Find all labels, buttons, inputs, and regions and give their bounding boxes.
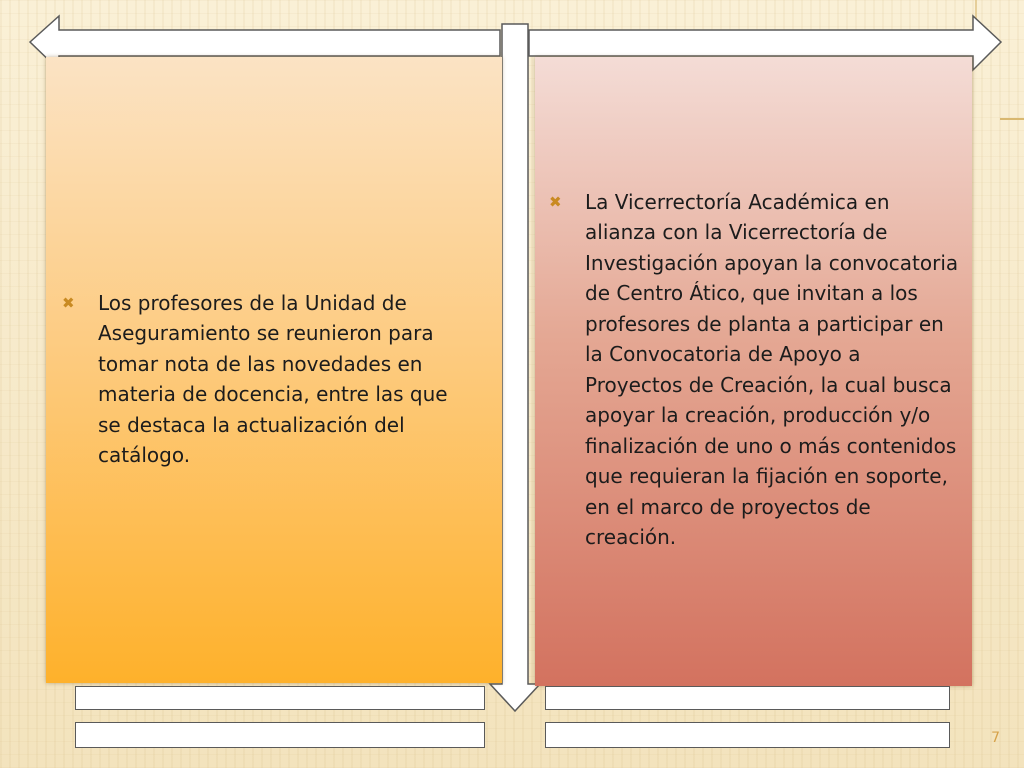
left-text-panel <box>46 57 502 683</box>
right-text-panel <box>535 57 972 686</box>
left-bullet-item <box>62 288 476 471</box>
left-panel-text: Los profesores de la Unidad de Aseguramiento se reunieron para tomar nota de las novedades en materia de docencia, entre las que se destaca la actualización del catálogo. <box>98 290 448 467</box>
bottom-left-box-lower <box>75 722 485 748</box>
slide-number: 7 <box>991 730 1000 746</box>
bottom-left-box-upper <box>75 686 485 710</box>
right-bullet-item <box>549 187 960 553</box>
bottom-right-box-upper <box>545 686 950 710</box>
bottom-right-box-lower <box>545 722 950 748</box>
four-point-star-bullet-icon: ✖ <box>549 192 562 211</box>
right-panel-text: La Vicerrectoría Académica en alianza con la Vicerrectoría de Investigación apoyan la convocatoria de Centro Ático, que invitan a los profesores de planta a participar en la Convocatoria de Apoyo a Proyectos de Creación, la cual busca apoyar la creación, producción y/o finalización de uno o más contenidos que requieran la fijación en soporte, en el marco de proyectos de creación. <box>585 189 959 549</box>
four-point-star-bullet-icon: ✖ <box>62 293 75 312</box>
